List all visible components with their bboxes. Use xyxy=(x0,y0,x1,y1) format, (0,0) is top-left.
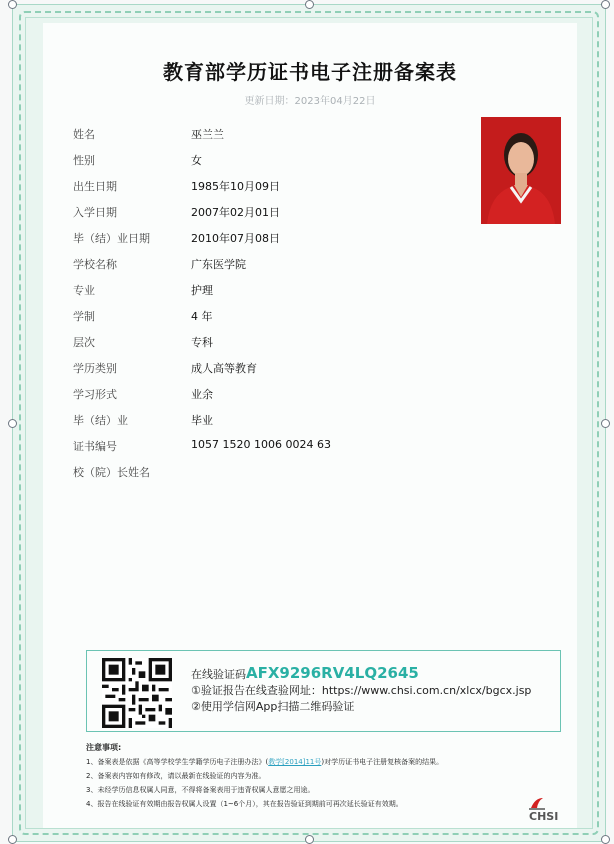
regulation-link[interactable]: 教学[2014]11号 xyxy=(268,758,322,766)
chsi-logo-text: CHSI xyxy=(529,810,559,823)
field-value: 2010年07月08日 xyxy=(191,232,280,245)
field-value: 业余 xyxy=(191,388,213,401)
resize-handle-top-right[interactable] xyxy=(601,0,610,9)
note-text: )对学历证书电子注册复核备案的结果。 xyxy=(321,758,444,766)
note-item: 2、备案表内容如有修改，请以最新在线验证的内容为准。 xyxy=(86,772,266,780)
verification-code-label: 在线验证码 xyxy=(191,668,246,681)
verification-text xyxy=(191,665,531,715)
chsi-logo xyxy=(529,796,577,823)
field-label: 证书编号 xyxy=(73,440,117,453)
verification-code-line xyxy=(191,665,531,683)
id-photo xyxy=(481,117,561,224)
notes-title: 注意事项: xyxy=(86,743,122,752)
certificate-body xyxy=(43,23,577,828)
notes-section xyxy=(86,741,566,811)
resize-handle-right[interactable] xyxy=(601,419,610,428)
field-value: 1985年10月09日 xyxy=(191,180,280,193)
field-label: 毕（结）业日期 xyxy=(73,232,150,245)
chsi-logo-icon xyxy=(529,796,545,810)
resize-handle-bottom-right[interactable] xyxy=(601,835,610,844)
field-label: 性别 xyxy=(73,154,95,167)
qr-code-icon[interactable] xyxy=(102,658,172,728)
field-label: 出生日期 xyxy=(73,180,117,193)
field-value: 毕业 xyxy=(191,414,213,427)
field-value: 1057 1520 1006 0024 63 xyxy=(191,438,331,451)
field-value: 专科 xyxy=(191,336,213,349)
portrait-icon xyxy=(481,117,561,224)
field-label: 姓名 xyxy=(73,128,95,141)
note-text: 1、备案表是依据《高等学校学生学籍学历电子注册办法》( xyxy=(86,758,269,766)
field-value: 巫兰兰 xyxy=(191,128,224,141)
update-date-label: 更新日期： xyxy=(244,96,295,107)
field-label: 校（院）长姓名 xyxy=(73,466,150,479)
note-item xyxy=(86,755,566,769)
resize-handle-top-left[interactable] xyxy=(8,0,17,9)
update-date-value: 2023年04月22日 xyxy=(294,96,376,107)
field-label: 专业 xyxy=(73,284,95,297)
verification-code: AFX9296RV4LQ2645 xyxy=(246,664,419,682)
field-label: 层次 xyxy=(73,336,95,349)
field-label: 毕（结）业 xyxy=(73,414,128,427)
resize-handle-bottom-left[interactable] xyxy=(8,835,17,844)
verification-box xyxy=(86,650,561,732)
field-value: 护理 xyxy=(191,284,213,297)
verification-url-line[interactable]: ①验证报告在线查验网址：https://www.chsi.com.cn/xlcx/bgcx.jsp xyxy=(191,684,532,697)
field-label: 学校名称 xyxy=(73,258,117,271)
resize-handle-top[interactable] xyxy=(305,0,314,9)
field-value: 成人高等教育 xyxy=(191,362,257,375)
field-value: 女 xyxy=(191,154,202,167)
resize-handle-bottom[interactable] xyxy=(305,835,314,844)
note-item: 4、报告在线验证有效期由报告权属人设置（1~6个月），其在报告验证到期前可再次延长验证有效期。 xyxy=(86,800,403,808)
field-value: 2007年02月01日 xyxy=(191,206,280,219)
verification-app-line: ②使用学信网App扫描二维码验证 xyxy=(191,700,355,713)
resize-handle-left[interactable] xyxy=(8,419,17,428)
certificate xyxy=(12,4,606,842)
field-label: 入学日期 xyxy=(73,206,117,219)
field-label: 学历类别 xyxy=(73,362,117,375)
field-value: 广东医学院 xyxy=(191,258,246,271)
note-item: 3、未经学历信息权属人同意，不得将备案表用于违背权属人意愿之用途。 xyxy=(86,786,315,794)
update-date xyxy=(43,92,577,107)
field-label: 学习形式 xyxy=(73,388,117,401)
document-title: 教育部学历证书电子注册备案表 xyxy=(163,60,457,84)
field-value: 4 年 xyxy=(191,310,213,323)
field-label: 学制 xyxy=(73,310,95,323)
